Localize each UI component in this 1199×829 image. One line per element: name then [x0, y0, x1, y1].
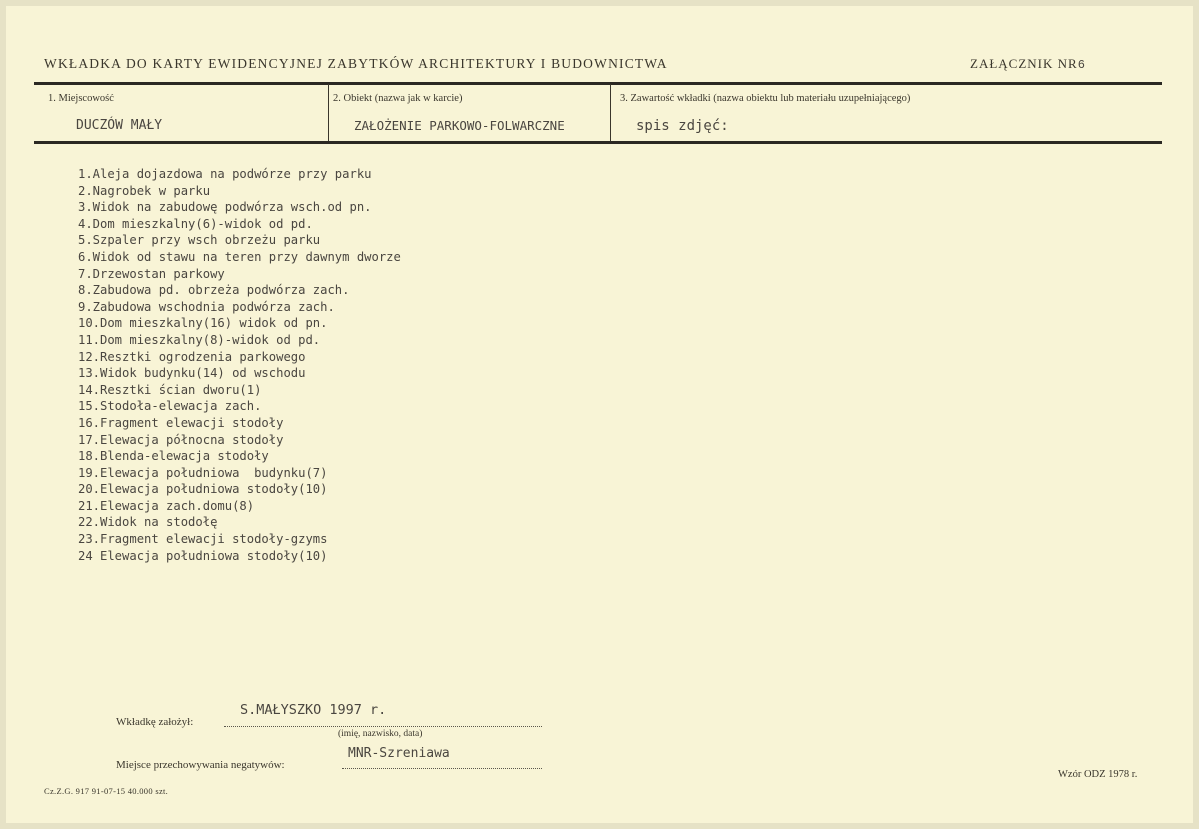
list-item: 3.Widok na zabudowę podwórza wsch.od pn. [78, 200, 372, 215]
annex-label: ZAŁĄCZNIK NR [970, 56, 1078, 71]
list-item: 12.Resztki ogrodzenia parkowego [78, 349, 306, 364]
object-value: ZAŁOŻENIE PARKOWO-FOLWARCZNE [354, 118, 565, 133]
template-version: Wzór ODZ 1978 r. [1058, 769, 1138, 780]
list-item: 7.Drzewostan parkowy [78, 266, 225, 281]
list-item: 13.Widok budynku(14) od wschodu [78, 366, 306, 381]
list-item: 1.Aleja dojazdowa na podwórze przy parku [78, 167, 372, 181]
annex-number: 6 [1077, 58, 1086, 72]
author-note: (imię, nazwisko, data) [338, 729, 423, 739]
list-item: 16.Fragment elewacji stodoły [78, 415, 284, 430]
list-item: 11.Dom mieszkalny(8)-widok od pd. [78, 332, 321, 347]
list-item: 4.Dom mieszkalny(6)-widok od pd. [78, 216, 313, 231]
list-item: 2.Nagrobek w parku [78, 183, 211, 198]
list-item: 20.Elewacja południowa stodoły(10) [78, 482, 328, 497]
object-label: 2. Obiekt (nazwa jak w karcie) [333, 93, 463, 104]
author-label: Wkładkę założył: [116, 716, 194, 728]
list-item: 10.Dom mieszkalny(16) widok od pn. [78, 316, 328, 331]
list-item: 9.Zabudowa wschodnia podwórza zach. [78, 299, 335, 314]
list-item: 14.Resztki ścian dworu(1) [78, 382, 262, 397]
list-item: 15.Stodoła-elewacja zach. [78, 399, 262, 414]
list-item: 8.Zabudowa pd. obrzeża podwórza zach. [78, 283, 350, 298]
photo-list [78, 166, 401, 564]
storage-label: Miejsce przechowywania negatywów: [116, 759, 285, 771]
locality-value: DUCZÓW MAŁY [76, 118, 163, 133]
document-title: WKŁADKA DO KARTY EWIDENCYJNEJ ZABYTKÓW ARCHITEKTURY I BUDOWNICTWA [44, 56, 668, 71]
print-code: Cz.Z.G. 917 91-07-15 40.000 szt. [44, 786, 169, 796]
header-top-rule [34, 82, 1162, 85]
content-label: 3. Zawartość wkładki (nazwa obiektu lub materiału uzupełniającego) [620, 93, 911, 104]
list-item: 19.Elewacja południowa budynku(7) [78, 465, 328, 480]
author-value: S.MAŁYSZKO 1997 r. [240, 702, 387, 718]
list-item: 18.Blenda-elewacja stodoły [78, 449, 269, 464]
storage-value: MNR-Szreniawa [348, 746, 450, 761]
list-item: 17.Elewacja północna stodoły [78, 432, 284, 447]
author-dotted-line [224, 726, 542, 727]
header-bottom-rule [34, 141, 1162, 144]
field-divider-2 [610, 84, 611, 142]
storage-dotted-line [342, 768, 542, 769]
list-item: 23.Fragment elewacji stodoły-gzyms [78, 532, 328, 547]
list-item: 5.Szpaler przy wsch obrzeżu parku [78, 233, 321, 248]
content-value: spis zdjęć: [636, 118, 729, 134]
list-item: 21.Elewacja zach.domu(8) [78, 498, 255, 513]
list-item: 24 Elewacja południowa stodoły(10) [78, 548, 328, 563]
list-item: 22.Widok na stodołę [78, 515, 218, 530]
annex-label-group [970, 56, 1086, 72]
field-divider-1 [328, 84, 329, 142]
list-item: 6.Widok od stawu na teren przy dawnym dworze [78, 249, 401, 264]
locality-label: 1. Miejscowość [48, 93, 114, 104]
